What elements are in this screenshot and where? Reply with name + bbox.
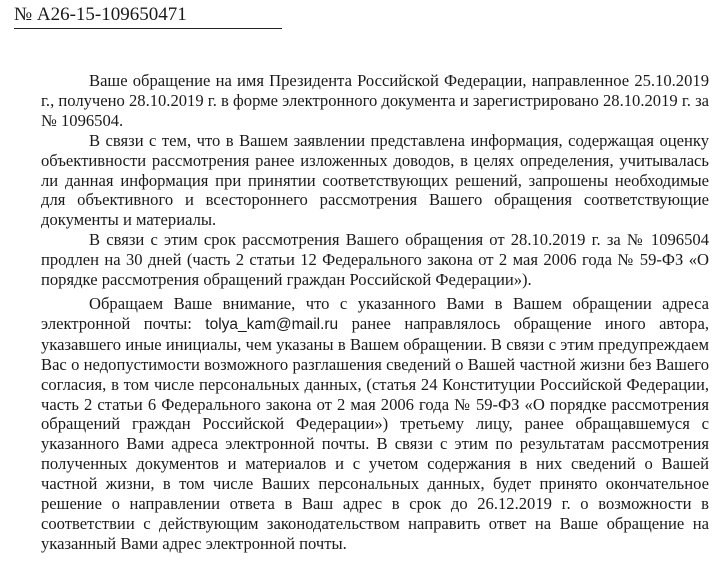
privacy-warning-text-start: Обращаем Ваше внимание, что с указанного Вами в Вашем обращении адреса электронной почты: — [41, 293, 709, 333]
privacy-warning-text-end: ранее направлялось обращение иного автора, указавшего иные инициалы, чем указаны в Вашем обращении. В связи с этим предупреждаем Вас о недопустимости возможного разглашения сведений о Вашей частной жизни без Вашего согласия, в том числе персональных данных, (статья 24 Конституции Российской Федерации, часть 2 статьи 6 Федерального закона от 2 мая 2006 года № 59-ФЗ «О порядке рассмотрения обращений граждан Российской Федерации») третьему лицу, ранее обращавшемуся с указанного Вами адреса электронной почты. В связи с этим по результатам рассмотрения полученных документов и материалов и с учетом содержания в них сведений о Вашей частной жизни, в том числе Ваших персональных данных, будет принято окончательное решение о направлении ответа в Ваш адрес в срок до 26.12.2019 г. о возможности в соответствии с действующим законодательством направить ответ на Ваше обращение на указанный Вами адрес электронной почты. — [41, 313, 709, 553]
email-address: tolya_kam@mail.ru — [205, 315, 339, 333]
document-number-underline — [14, 28, 282, 29]
letter-body — [41, 71, 709, 554]
document-number: № А26-15-109650471 — [14, 4, 187, 25]
paragraph-documents-requested: В связи с тем, что в Вашем заявлении представлена информация, содержащая оценку объективности рассмотрения ранее изложенных доводов, в целях определения, учитывалась ли данная информация при принятии соответствующих решений, запрошены необходимые для объективного и всестороннего рассмотрения Вашего обращения соответствующие документы и материалы. — [41, 130, 709, 230]
paragraph-privacy-warning — [41, 294, 709, 554]
paragraph-registration: Ваше обращение на имя Президента Российской Федерации, направленное 25.10.2019 г., получено 28.10.2019 г. в форме электронного документа и зарегистрировано 28.10.2019 г. за № 1096504. — [41, 71, 709, 130]
paragraph-term-extended: В связи с этим срок рассмотрения Вашего обращения от 28.10.2019 г. за № 1096504 продлен на 30 дней (часть 2 статьи 12 Федерального закона от 2 мая 2006 года № 59-ФЗ «О порядке рассмотрения обращений граждан Российской Федерации»). — [41, 230, 709, 290]
